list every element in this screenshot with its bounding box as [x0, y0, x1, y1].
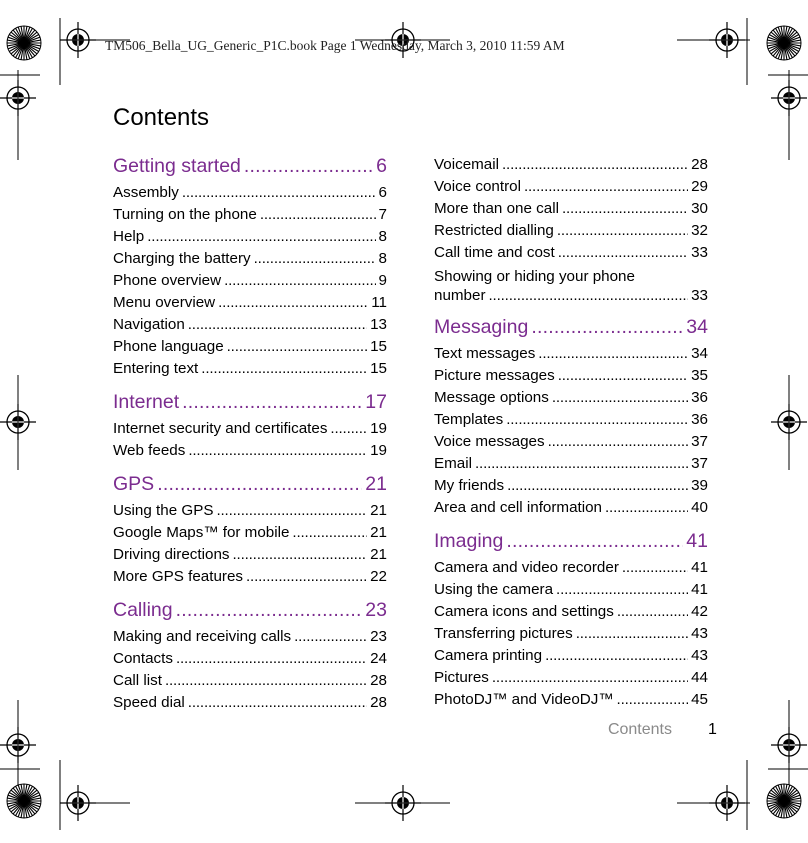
- entry-label: Making and receiving calls: [113, 628, 292, 645]
- entry-page-number: 19: [370, 442, 387, 459]
- entry-label: Help: [113, 228, 145, 245]
- entry-label: More GPS features: [113, 568, 243, 585]
- entry-page-number: 6: [378, 184, 387, 201]
- starburst-bottom-left: [7, 784, 41, 818]
- section-page-number: 34: [686, 316, 708, 338]
- entry-label: Entering text: [113, 360, 199, 377]
- entry-page-number: 41: [691, 559, 708, 576]
- toc-section-heading[interactable]: [113, 472, 387, 497]
- toc-entry[interactable]: [113, 336, 387, 358]
- entry-label: Menu overview: [113, 294, 216, 311]
- leader-dots: [576, 623, 688, 645]
- entry-label: Camera icons and settings: [434, 603, 614, 620]
- leader-dots: [524, 176, 688, 198]
- entry-label: Transferring pictures: [434, 625, 573, 642]
- entry-page-number: 44: [691, 669, 708, 686]
- leader-dots: [548, 431, 689, 453]
- leader-dots: [182, 390, 362, 415]
- leader-dots: [227, 336, 367, 358]
- leader-dots: [157, 472, 362, 497]
- entry-label: Email: [434, 455, 472, 472]
- leader-dots: [605, 497, 688, 519]
- leader-dots: [292, 522, 367, 544]
- toc-entry[interactable]: [113, 648, 387, 670]
- toc-entry[interactable]: [113, 226, 387, 248]
- leader-dots: [188, 314, 367, 336]
- entry-page-number: 24: [370, 650, 387, 667]
- entry-label: Phone overview: [113, 272, 222, 289]
- leader-dots: [506, 409, 688, 431]
- entry-line-2: [434, 286, 708, 305]
- toc-entry[interactable]: [434, 689, 708, 711]
- section-page-number: 6: [376, 155, 387, 177]
- toc-entry[interactable]: [113, 500, 387, 522]
- entry-page-number: 11: [371, 294, 387, 311]
- entry-page-number: 43: [691, 625, 708, 642]
- toc-entry[interactable]: [113, 314, 387, 336]
- entry-page-number: 36: [691, 411, 708, 428]
- entry-page-number: 32: [691, 222, 708, 239]
- entry-page-number: 41: [691, 581, 708, 598]
- leader-dots: [557, 220, 688, 242]
- entry-page-number: 22: [370, 568, 387, 585]
- toc-entry[interactable]: [113, 692, 387, 714]
- entry-page-number: 34: [691, 345, 708, 362]
- starburst-top-right: [767, 26, 801, 60]
- toc-entry[interactable]: [113, 626, 387, 648]
- leader-dots: [617, 689, 689, 711]
- toc-entry[interactable]: [113, 544, 387, 566]
- leader-dots: [218, 292, 368, 314]
- entry-page-number: 28: [370, 672, 387, 689]
- leader-dots: [552, 387, 688, 409]
- leader-dots: [545, 645, 688, 667]
- toc-section: [113, 598, 387, 714]
- toc-entry[interactable]: [434, 267, 708, 305]
- entry-label: Camera and video recorder: [434, 559, 619, 576]
- toc-entry[interactable]: [434, 176, 708, 198]
- entry-page-number: 13: [370, 316, 387, 333]
- toc-entry[interactable]: [113, 270, 387, 292]
- entry-page-number: 39: [691, 477, 708, 494]
- toc-entry[interactable]: [113, 566, 387, 588]
- toc-entry[interactable]: [434, 409, 708, 431]
- toc-entry[interactable]: [434, 343, 708, 365]
- leader-dots: [188, 692, 367, 714]
- entry-page-number: 7: [378, 206, 387, 223]
- leader-dots: [260, 204, 376, 226]
- toc-entry[interactable]: [434, 667, 708, 689]
- toc-column-left: [113, 154, 387, 724]
- section-title: Messaging: [434, 316, 529, 338]
- leader-dots: [489, 286, 689, 305]
- toc-entry[interactable]: [434, 645, 708, 667]
- entry-label: Google Maps™ for mobile: [113, 524, 290, 541]
- toc-entry[interactable]: [113, 358, 387, 380]
- leader-dots: [506, 529, 683, 554]
- entry-page-number: 37: [691, 433, 708, 450]
- leader-dots: [538, 343, 688, 365]
- toc-entry[interactable]: [434, 579, 708, 601]
- leader-dots: [176, 648, 367, 670]
- leader-dots: [531, 315, 683, 340]
- entry-label: Navigation: [113, 316, 185, 333]
- toc-entry[interactable]: [113, 670, 387, 692]
- toc-entry[interactable]: [434, 623, 708, 645]
- entry-page-number: 33: [691, 287, 708, 304]
- leader-dots: [182, 182, 376, 204]
- entry-label: More than one call: [434, 200, 559, 217]
- leader-dots: [562, 198, 688, 220]
- toc-section: [113, 390, 387, 462]
- entry-page-number: 33: [691, 244, 708, 261]
- entry-label: My friends: [434, 477, 505, 494]
- toc-entry[interactable]: [434, 453, 708, 475]
- entry-label: Voice messages: [434, 433, 545, 450]
- entry-label: Voicemail: [434, 156, 499, 173]
- entry-label: Voice control: [434, 178, 521, 195]
- section-page-number: 23: [365, 599, 387, 621]
- toc-entry[interactable]: [113, 440, 387, 462]
- section-page-number: 41: [686, 530, 708, 552]
- entry-label: Templates: [434, 411, 504, 428]
- entry-label: Assembly: [113, 184, 179, 201]
- entry-label: Turning on the phone: [113, 206, 257, 223]
- toc-column-right: [434, 154, 708, 721]
- entry-page-number: 15: [370, 338, 387, 355]
- toc-entry[interactable]: [434, 497, 708, 519]
- toc-section: [434, 529, 708, 711]
- section-title: Getting started: [113, 155, 241, 177]
- entry-page-number: 35: [691, 367, 708, 384]
- toc-entry[interactable]: [113, 418, 387, 440]
- toc-section: [434, 154, 708, 305]
- entry-label: Picture messages: [434, 367, 555, 384]
- leader-dots: [558, 365, 688, 387]
- toc-section: [434, 315, 708, 519]
- entry-label: Internet security and certificates: [113, 420, 328, 437]
- starburst-top-left: [7, 26, 41, 60]
- entry-page-number: 45: [691, 691, 708, 708]
- footer-label: Contents: [607, 721, 672, 738]
- toc-section: [113, 472, 387, 588]
- leader-dots: [622, 557, 688, 579]
- entry-page-number: 40: [691, 499, 708, 516]
- entry-page-number: 28: [370, 694, 387, 711]
- entry-label: Camera printing: [434, 647, 543, 664]
- entry-label: Charging the battery: [113, 250, 251, 267]
- entry-page-number: 9: [378, 272, 387, 289]
- toc-entry[interactable]: [113, 204, 387, 226]
- toc-section-heading[interactable]: [113, 598, 387, 623]
- entry-label: Using the GPS: [113, 502, 214, 519]
- entry-page-number: 30: [691, 200, 708, 217]
- leader-dots: [246, 566, 367, 588]
- entry-page-number: 19: [370, 420, 387, 437]
- entry-label: Pictures: [434, 669, 489, 686]
- toc-section: [113, 154, 387, 380]
- leader-dots: [165, 670, 367, 692]
- leader-dots: [330, 418, 367, 440]
- entry-label: Driving directions: [113, 546, 230, 563]
- entry-label: Area and cell information: [434, 499, 602, 516]
- entry-label-continued: number: [434, 287, 486, 304]
- entry-page-number: 28: [691, 156, 708, 173]
- entry-label: Message options: [434, 389, 549, 406]
- entry-page-number: 42: [691, 603, 708, 620]
- leader-dots: [507, 475, 688, 497]
- leader-dots: [232, 544, 367, 566]
- entry-label: Call time and cost: [434, 244, 555, 261]
- leader-dots: [224, 270, 375, 292]
- entry-page-number: 21: [370, 502, 387, 519]
- entry-page-number: 15: [370, 360, 387, 377]
- toc-entry[interactable]: [434, 475, 708, 497]
- entry-page-number: 43: [691, 647, 708, 664]
- toc-entry[interactable]: [434, 154, 708, 176]
- entry-label: Speed dial: [113, 694, 185, 711]
- section-title: Imaging: [434, 530, 504, 552]
- page-title: Contents: [113, 104, 210, 131]
- entry-label: Restricted dialling: [434, 222, 554, 239]
- toc-entry[interactable]: [113, 292, 387, 314]
- entry-label: Using the camera: [434, 581, 554, 598]
- toc-entry[interactable]: [434, 365, 708, 387]
- leader-dots: [475, 453, 688, 475]
- section-title: Calling: [113, 599, 173, 621]
- leader-dots: [294, 626, 367, 648]
- entry-label: Contacts: [113, 650, 173, 667]
- toc-entry[interactable]: [113, 182, 387, 204]
- leader-dots: [201, 358, 367, 380]
- toc-section-heading[interactable]: [113, 154, 387, 179]
- leader-dots: [176, 598, 363, 623]
- leader-dots: [558, 242, 688, 264]
- leader-dots: [216, 500, 367, 522]
- entry-label: Showing or hiding your phone: [434, 268, 635, 285]
- toc-entry[interactable]: [434, 431, 708, 453]
- entry-page-number: 21: [370, 524, 387, 541]
- entry-page-number: 8: [378, 250, 387, 267]
- leader-dots: [502, 154, 688, 176]
- toc-entry[interactable]: [434, 557, 708, 579]
- toc-entry[interactable]: [434, 220, 708, 242]
- leader-dots: [617, 601, 688, 623]
- toc-section-heading[interactable]: [434, 315, 708, 340]
- toc-entry[interactable]: [434, 387, 708, 409]
- leader-dots: [147, 226, 375, 248]
- footer-page-number: 1: [708, 721, 717, 738]
- print-header: TM506_Bella_UG_Generic_P1C.book Page 1 Wednesday, March 3, 2010 11:59 AM: [105, 38, 565, 53]
- toc-entry[interactable]: [434, 601, 708, 623]
- section-page-number: 17: [365, 391, 387, 413]
- entry-page-number: 21: [370, 546, 387, 563]
- leader-dots: [254, 248, 376, 270]
- leader-dots: [492, 667, 688, 689]
- entry-page-number: 36: [691, 389, 708, 406]
- entry-page-number: 29: [691, 178, 708, 195]
- section-page-number: 21: [365, 473, 387, 495]
- entry-label: Text messages: [434, 345, 536, 362]
- leader-dots: [244, 154, 373, 179]
- toc-section-heading[interactable]: [434, 529, 708, 554]
- section-title: GPS: [113, 473, 155, 495]
- toc-entry[interactable]: [113, 248, 387, 270]
- entry-page-number: 23: [370, 628, 387, 645]
- leader-dots: [556, 579, 688, 601]
- entry-label: Web feeds: [113, 442, 186, 459]
- entry-label: Call list: [113, 672, 162, 689]
- starburst-bottom-right: [767, 784, 801, 818]
- leader-dots: [188, 440, 367, 462]
- toc-section-heading[interactable]: [113, 390, 387, 415]
- toc-entry[interactable]: [434, 198, 708, 220]
- entry-label: PhotoDJ™ and VideoDJ™: [434, 691, 614, 708]
- entry-label: Phone language: [113, 338, 224, 355]
- section-title: Internet: [113, 391, 180, 413]
- toc-entry[interactable]: [434, 242, 708, 264]
- entry-page-number: 37: [691, 455, 708, 472]
- toc-entry[interactable]: [113, 522, 387, 544]
- entry-page-number: 8: [378, 228, 387, 245]
